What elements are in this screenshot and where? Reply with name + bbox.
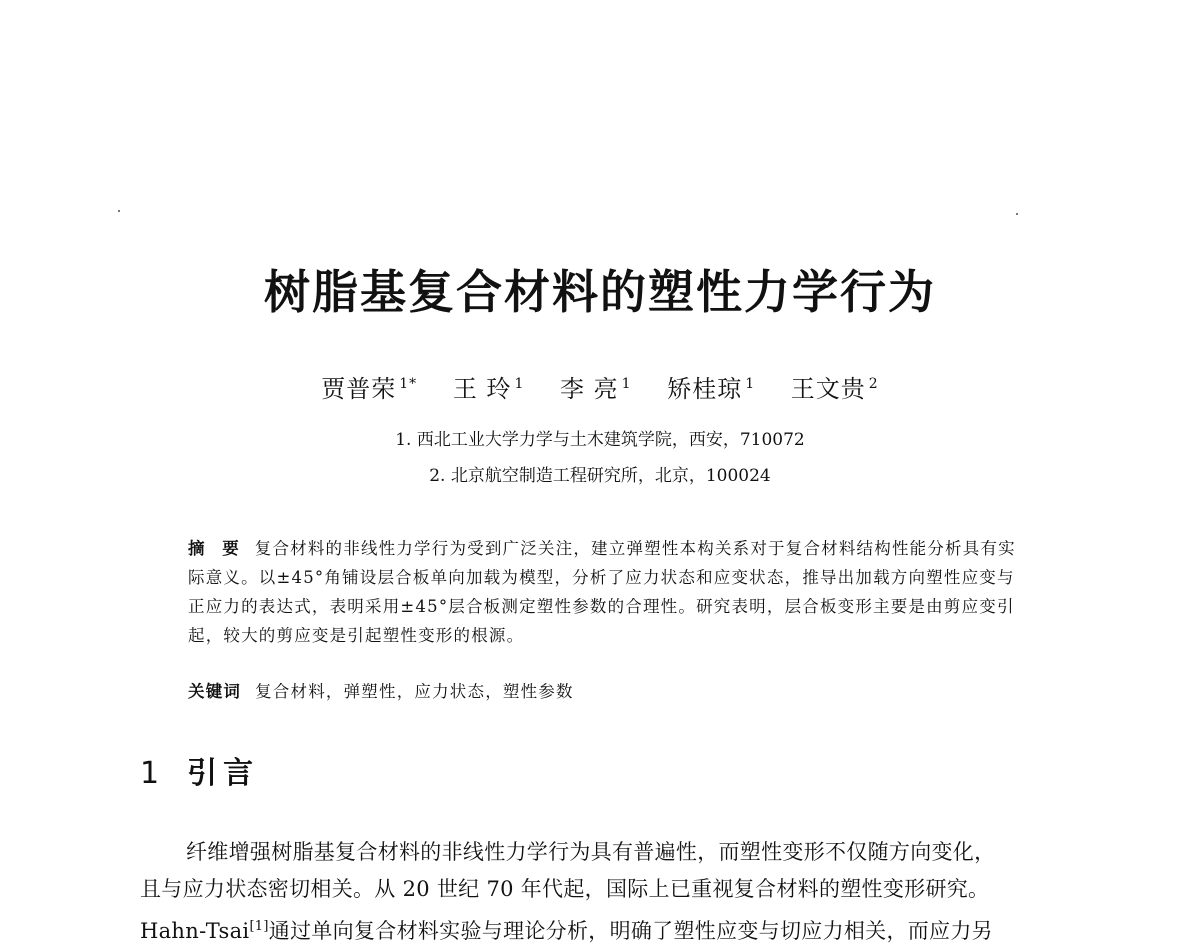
author [453,375,525,403]
author-affiliation-mark: 1 [514,376,525,392]
body-line-2: 且与应力状态密切相关。从 20 世纪 70 年代起，国际上已重视复合材料的塑性变形研究。 [140,877,990,901]
abstract [188,534,1028,650]
abstract-label: 摘 要 [188,539,245,558]
section-heading [140,752,259,796]
keywords-text: 复合材料，弹塑性，应力状态，塑性参数 [255,682,574,701]
paper-title: 树脂基复合材料的塑性力学行为 [264,265,936,319]
abstract-text: 复合材料的非线性力学行为受到广泛关注，建立弹塑性本构关系对于复合材料结构性能分析具有实际意义。以±45°角铺设层合板单向加载为模型，分析了应力状态和应变状态，推导出加载方向塑性应变与正应力的表达式，表明采用±45°层合板测定塑性参数的合理性。研究表明，层合板变形主要是由剪应变引起，较大的剪应变是引起塑性变形的根源。 [188,539,1016,645]
author-name: 李 亮 [560,375,619,403]
author-affiliation-mark: 1 [745,376,756,392]
author-affiliation-mark: 2 [868,376,879,392]
author-name: 王文贵 [790,375,866,403]
affiliation-2: 2. 北京航空制造工程研究所，北京，100024 [429,466,771,486]
affiliation-1: 1. 西北工业大学力学与土木建筑学院，西安，710072 [395,430,805,450]
keywords-label: 关键词 [188,682,242,701]
author [321,375,417,403]
author-name: 王 玲 [452,375,512,403]
scan-speck-right [1016,213,1018,215]
author [667,375,755,403]
author-affiliation-mark: 1 [621,376,632,392]
section-number: 1 [140,756,160,791]
scan-speck-left [118,210,120,212]
author [791,375,879,403]
section-title: 引言 [187,756,260,791]
author [560,375,632,403]
body-line-3-text: 通过单向复合材料实验与理论分析，明确了塑性应变与切应力相关，而应力另 [268,919,993,943]
body-line-3 [140,908,1075,950]
author-name: 贾普荣 [321,375,397,403]
body-paragraph [140,834,1075,950]
body-line-1: 纤维增强树脂基复合材料的非线性力学行为具有普遍性，而塑性变形不仅随方向变化， [186,840,996,864]
citation-ref[interactable]: [1] [249,919,269,934]
author-affiliation-mark: 1* [399,376,418,392]
citation-author: Hahn-Tsai [140,919,250,943]
keywords [188,677,1028,706]
author-name: 矫桂琼 [667,375,743,403]
author-list [0,366,1200,407]
